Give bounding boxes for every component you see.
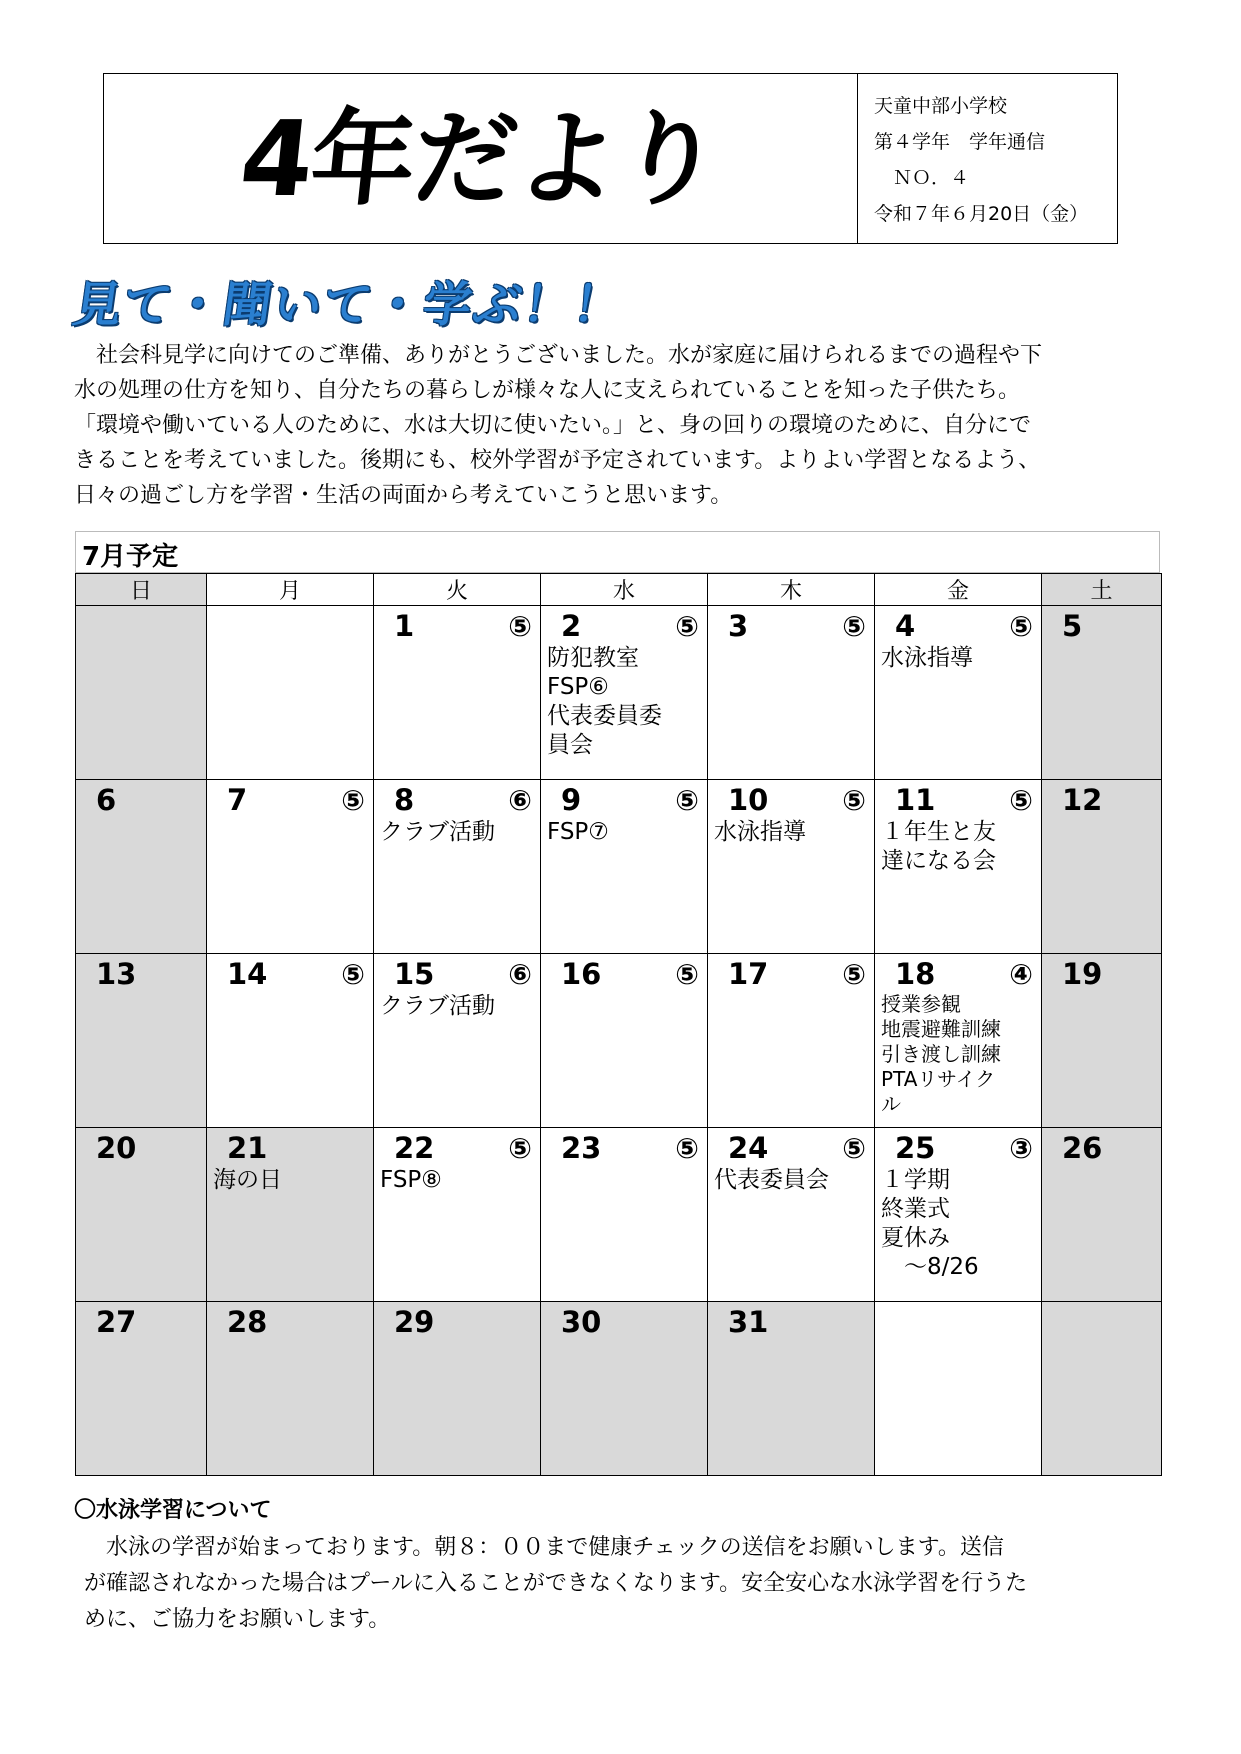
weekday-header: 金 <box>875 574 1042 606</box>
period-count: ③ <box>1009 1131 1033 1165</box>
day-header-line <box>547 1130 701 1166</box>
intro-line: 社会科見学に向けてのご準備、ありがとうございました。水が家庭に届けられるまでの過程や下 <box>74 343 1043 368</box>
day-number: 16 <box>561 957 602 991</box>
day-header-line <box>547 608 701 644</box>
calendar-day-cell <box>708 954 875 1128</box>
swim-line: めに、ご協力をお願いします。 <box>84 1607 391 1632</box>
day-header-line <box>714 956 868 992</box>
day-header-line <box>1048 956 1155 992</box>
day-event: ～8/26 <box>881 1254 979 1280</box>
period-count: ⑤ <box>508 1131 532 1165</box>
day-header-line <box>213 1130 367 1166</box>
day-event: 地震避難訓練 <box>881 1017 1001 1041</box>
calendar-day-cell <box>374 780 541 954</box>
issue-date: 令和７年６月20日（金） <box>874 203 1089 225</box>
day-number: 28 <box>227 1305 268 1339</box>
calendar-week-row <box>76 1302 1162 1476</box>
intro-line: きることを考えていました。後期にも、校外学習が予定されています。よりよい学習となるよう、 <box>74 448 1041 473</box>
day-event: 員会 <box>547 732 593 758</box>
calendar-day-cell <box>708 1128 875 1302</box>
day-number: 5 <box>1062 609 1083 643</box>
day-number: 20 <box>96 1131 137 1165</box>
period-count: ⑤ <box>1009 783 1033 817</box>
day-event: クラブ活動 <box>380 819 495 845</box>
day-header-line <box>881 608 1035 644</box>
period-count: ⑤ <box>842 783 866 817</box>
day-header-line <box>547 956 701 992</box>
calendar-day-cell <box>708 1302 875 1476</box>
calendar-week-row <box>76 1128 1162 1302</box>
day-number: 12 <box>1062 783 1103 817</box>
period-count: ⑤ <box>842 957 866 991</box>
calendar-week-row <box>76 780 1162 954</box>
calendar-day-cell <box>374 954 541 1128</box>
intro-line: 「環境や働いている人のために、水は大切に使いたい。」と、身の回りの環境のために、自分にで <box>74 413 1032 438</box>
weekday-header: 木 <box>708 574 875 606</box>
calendar-day-cell <box>1042 1128 1162 1302</box>
day-number: 6 <box>96 783 117 817</box>
calendar-title: 7月予定 <box>82 542 179 572</box>
weekday-header: 月 <box>207 574 374 606</box>
calendar-day-cell <box>541 1128 708 1302</box>
day-event: 夏休み <box>881 1225 950 1251</box>
day-number: 2 <box>561 609 582 643</box>
day-header-line <box>714 608 868 644</box>
swim-line: が確認されなかった場合はプールに入ることができなくなります。安全安心な水泳学習を行うた <box>84 1571 1028 1596</box>
calendar-day-cell <box>1042 606 1162 780</box>
calendar-day-cell <box>708 780 875 954</box>
swim-section-title: 〇水泳学習について <box>74 1498 272 1523</box>
period-count: ④ <box>1009 957 1033 991</box>
day-header-line <box>881 956 1035 992</box>
day-event: 水泳指導 <box>881 645 973 671</box>
day-number: 11 <box>895 783 936 817</box>
day-number: 9 <box>561 783 582 817</box>
period-count: ⑥ <box>508 783 532 817</box>
day-number: 19 <box>1062 957 1103 991</box>
day-number: 22 <box>394 1131 435 1165</box>
day-header-line <box>881 1130 1035 1166</box>
day-header-line <box>714 1304 868 1340</box>
swim-line: 水泳の学習が始まっております。朝８：００まで健康チェックの送信をお願いします。送信 <box>84 1535 1004 1560</box>
day-header-line <box>714 782 868 818</box>
calendar-day-cell <box>207 954 374 1128</box>
calendar-table <box>75 573 1162 1476</box>
day-number: 10 <box>728 783 769 817</box>
calendar-day-cell <box>374 606 541 780</box>
day-event: 防犯教室 <box>547 645 639 671</box>
day-header-line <box>82 782 200 818</box>
day-number: 30 <box>561 1305 602 1339</box>
calendar-week-row <box>76 606 1162 780</box>
issue-number: ＮＯ．４ <box>874 167 970 189</box>
day-header-line <box>547 1304 701 1340</box>
grade-line: 第４学年 学年通信 <box>874 131 1046 153</box>
day-header-line <box>1048 608 1155 644</box>
weekday-header-row <box>76 574 1162 606</box>
day-header-line <box>213 782 367 818</box>
day-number: 8 <box>394 783 415 817</box>
calendar-day-cell <box>207 1302 374 1476</box>
calendar-day-cell <box>76 954 207 1128</box>
day-header-line <box>213 1304 367 1340</box>
day-event: 代表委員委 <box>547 703 662 729</box>
day-number: 7 <box>227 783 248 817</box>
period-count: ⑤ <box>842 1131 866 1165</box>
period-count: ⑤ <box>675 609 699 643</box>
calendar-day-cell <box>76 780 207 954</box>
day-number: 3 <box>728 609 749 643</box>
calendar-day-cell <box>207 780 374 954</box>
day-header-line <box>1048 1130 1155 1166</box>
period-count: ⑤ <box>508 609 532 643</box>
day-event: 授業参観 <box>881 992 961 1016</box>
day-number: 31 <box>728 1305 769 1339</box>
intro-line: 日々の過ごし方を学習・生活の両面から考えていこうと思います。 <box>74 483 733 508</box>
day-header-line <box>82 1130 200 1166</box>
day-header-line <box>881 1304 1035 1340</box>
period-count: ⑤ <box>341 957 365 991</box>
day-header-line <box>380 956 534 992</box>
header-info <box>874 88 1088 232</box>
period-count: ⑤ <box>842 609 866 643</box>
day-header-line <box>213 956 367 992</box>
day-header-line <box>82 608 200 644</box>
day-number: 25 <box>895 1131 936 1165</box>
calendar-day-cell <box>76 1302 207 1476</box>
section-heading: 見て・聞いて・学ぶ！！ <box>69 277 628 333</box>
day-number: 17 <box>728 957 769 991</box>
day-header-line <box>1048 782 1155 818</box>
day-event: PTAリサイク <box>881 1067 996 1091</box>
day-number: 24 <box>728 1131 769 1165</box>
period-count: ⑤ <box>675 1131 699 1165</box>
day-event: 海の日 <box>213 1167 282 1193</box>
calendar-day-cell <box>875 1302 1042 1476</box>
day-event: ル <box>881 1092 901 1116</box>
intro-paragraph <box>74 338 1174 513</box>
calendar-day-cell <box>76 1128 207 1302</box>
calendar-title-box <box>75 531 1160 573</box>
day-header-line <box>714 1130 868 1166</box>
school-name: 天童中部小学校 <box>874 95 1008 117</box>
day-header-line <box>380 608 534 644</box>
day-number: 27 <box>96 1305 137 1339</box>
calendar-day-cell <box>1042 1302 1162 1476</box>
day-header-line <box>380 1130 534 1166</box>
day-event: 達になる会 <box>881 848 996 874</box>
day-header-line <box>380 1304 534 1340</box>
day-event: １学期 <box>881 1167 950 1193</box>
calendar-day-cell <box>541 780 708 954</box>
day-number: 13 <box>96 957 137 991</box>
day-header-line <box>1048 1304 1155 1340</box>
day-number: 21 <box>227 1131 268 1165</box>
period-count: ⑤ <box>675 957 699 991</box>
day-event: FSP⑧ <box>380 1167 442 1193</box>
calendar-day-cell <box>541 1302 708 1476</box>
day-event: 代表委員会 <box>714 1167 829 1193</box>
calendar-day-cell <box>207 1128 374 1302</box>
period-count: ⑤ <box>675 783 699 817</box>
day-event: FSP⑦ <box>547 819 609 845</box>
calendar-day-cell <box>207 606 374 780</box>
day-number: 26 <box>1062 1131 1103 1165</box>
weekday-header: 水 <box>541 574 708 606</box>
day-event: 終業式 <box>881 1196 950 1222</box>
day-event: FSP⑥ <box>547 674 609 700</box>
day-header-line <box>82 956 200 992</box>
day-event: １年生と友 <box>881 819 996 845</box>
day-event: クラブ活動 <box>380 993 495 1019</box>
calendar-day-cell <box>875 780 1042 954</box>
day-event: 水泳指導 <box>714 819 806 845</box>
calendar-day-cell <box>875 1128 1042 1302</box>
day-header-line <box>82 1304 200 1340</box>
calendar-day-cell <box>875 954 1042 1128</box>
day-event: 引き渡し訓練 <box>881 1042 1001 1066</box>
day-header-line <box>547 782 701 818</box>
period-count: ⑥ <box>508 957 532 991</box>
calendar-day-cell <box>1042 954 1162 1128</box>
calendar-day-cell <box>541 954 708 1128</box>
period-count: ⑤ <box>341 783 365 817</box>
calendar-week-row <box>76 954 1162 1128</box>
day-header-line <box>213 608 367 644</box>
day-number: 18 <box>895 957 936 991</box>
day-number: 14 <box>227 957 268 991</box>
calendar-day-cell <box>708 606 875 780</box>
day-header-line <box>380 782 534 818</box>
day-header-line <box>881 782 1035 818</box>
day-number: 15 <box>394 957 435 991</box>
weekday-header: 火 <box>374 574 541 606</box>
calendar-day-cell <box>76 606 207 780</box>
weekday-header: 土 <box>1042 574 1162 606</box>
intro-line: 水の処理の仕方を知り、自分たちの暮らしが様々な人に支えられていることを知った子供たち。 <box>74 378 1021 403</box>
calendar-day-cell <box>541 606 708 780</box>
newsletter-title: 4年だより <box>234 97 727 220</box>
calendar-day-cell <box>374 1302 541 1476</box>
calendar-day-cell <box>1042 780 1162 954</box>
day-number: 4 <box>895 609 916 643</box>
header-box <box>103 73 1118 244</box>
weekday-header: 日 <box>76 574 207 606</box>
title-cell <box>104 74 858 243</box>
calendar-day-cell <box>374 1128 541 1302</box>
swim-section-body <box>84 1530 1164 1638</box>
period-count: ⑤ <box>1009 609 1033 643</box>
calendar-day-cell <box>875 606 1042 780</box>
day-number: 1 <box>394 609 415 643</box>
day-number: 23 <box>561 1131 602 1165</box>
day-number: 29 <box>394 1305 435 1339</box>
